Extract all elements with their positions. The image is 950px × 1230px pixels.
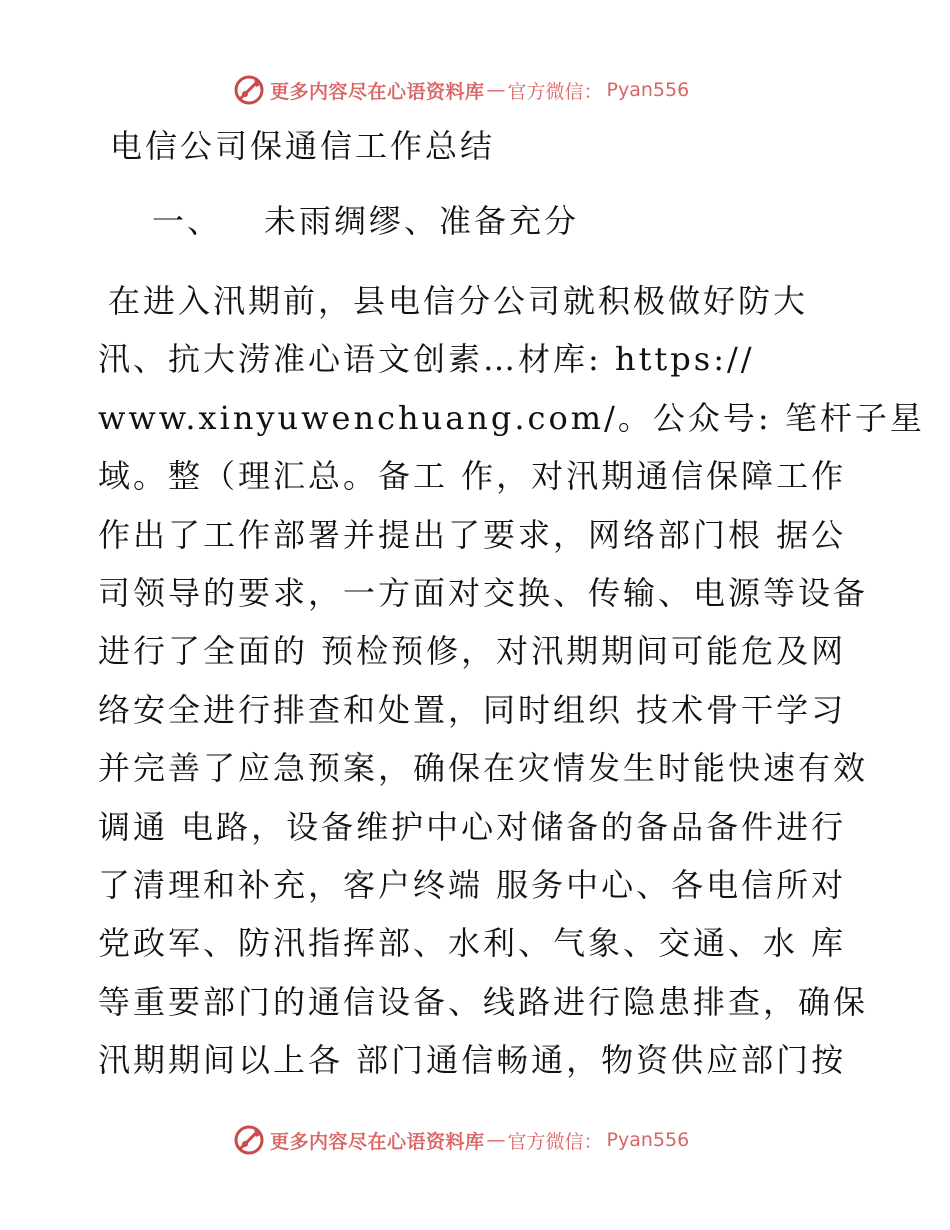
banner-wechat-id: Pyan556: [606, 79, 690, 101]
section-heading: [152, 198, 579, 244]
footer-watermark-banner: [232, 1120, 689, 1160]
header-watermark-banner: [232, 70, 689, 110]
text-line: 汛期期间以上各 部门通信畅通，物资供应部门按: [98, 1041, 847, 1080]
text-line: 司领导的要求，一方面对交换、传输、电源等设备: [98, 573, 869, 612]
banner-wechat-label: 官方微信：: [507, 1130, 603, 1153]
document-title: 电信公司保通信工作总结: [110, 127, 496, 165]
banner-wechat-id: Pyan556: [606, 1129, 690, 1151]
text-line: 等重要部门的通信设备、线路进行隐患排查，确保: [98, 982, 869, 1021]
section-number: 一、: [152, 202, 223, 240]
banner-text: 更多内容尽在心语资料库: [270, 80, 485, 103]
text-line: 进行了全面的 预检预修，对汛期期间可能危及网: [98, 632, 847, 671]
body-text: [98, 272, 925, 1089]
text-line: 络安全进行排查和处置，同时组织 技术骨干学习: [98, 690, 847, 729]
text-line: 党政军、防汛指挥部、水利、气象、交通、水 库: [98, 924, 847, 963]
banner-wechat-label: 官方微信：: [507, 80, 603, 103]
text-line: 并完善了应急预案，确保在灾情发生时能快速有效: [98, 749, 869, 788]
text-line: 作出了工作部署并提出了要求，网络部门根 据公: [98, 515, 847, 554]
banner-text: 更多内容尽在心语资料库: [270, 1130, 485, 1153]
text-line: 汛、抗大涝准心语文创素…材库: https://: [98, 340, 755, 379]
section-title: 未雨绸缪、准备充分: [264, 202, 580, 240]
text-line: www.xinyuwenchuang.com/。公众号: 笔杆子星: [98, 398, 925, 437]
text-line: 调通 电路，设备维护中心对储备的备品备件进行: [98, 807, 847, 846]
banner-separator: —: [486, 79, 506, 101]
text-line: 域。整（理汇总。备工 作，对汛期通信保障工作: [98, 457, 847, 496]
text-line: 在进入汛期前，县电信分公司就积极做好防大: [108, 282, 809, 320]
banner-separator: —: [486, 1129, 506, 1151]
brand-logo-icon: [232, 73, 266, 107]
brand-logo-icon: [232, 1123, 266, 1157]
text-line: 了清理和补充，客户终端 服务中心、各电信所对: [98, 865, 847, 904]
